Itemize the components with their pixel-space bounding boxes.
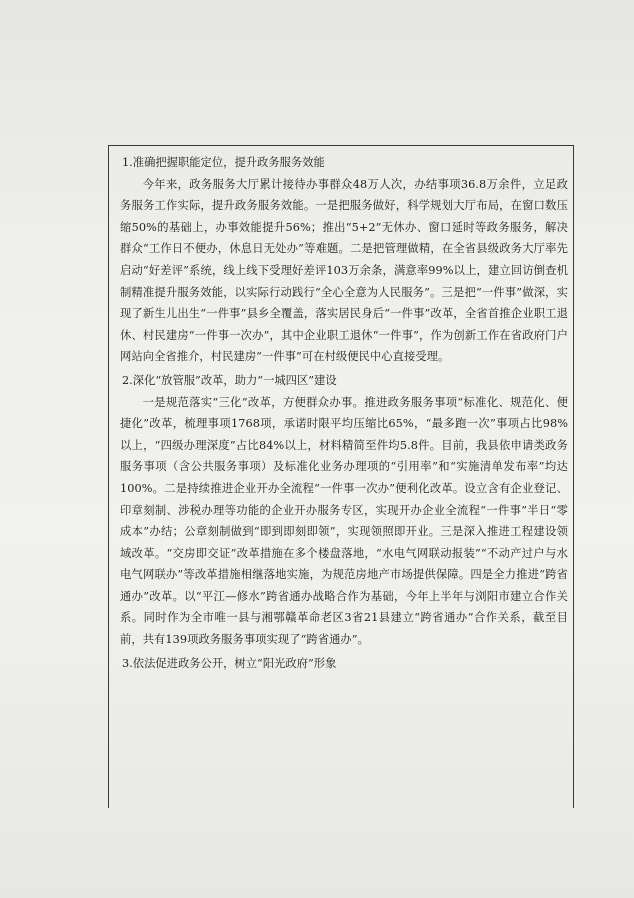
section-1-heading: 1.准确把握职能定位，提升政务服务效能	[122, 156, 325, 169]
section-1-paragraph: 今年来，政务服务大厅累计接待办事群众48万人次，办结事项36.8万余件，立足政务服务工作实际，提升政务服务效能。一是把服务做好，科学规划大厅布局，在窗口数压缩50%的基础上，办事效能提升56%；推出“5+2”无休办、窗口延时等政务服务，解决群众“工作日不便办，休息日无处办”等难题。二是把管理做精，在全省县级政务大厅率先启动“好差评”系统，线上线下受理好差评103万余条，满意率99%以上，建立回访倒查机制精准提升服务效能，以实际行动践行“全心全意为人民服务”。三是把“一件事”做深，实现了新生儿出生“一件事”县乡全覆盖，落实居民身后“一件事”改革，全省首推企业职工退休、村民建房“一件事一次办”，其中企业职工退休“一件事”，作为创新工作在省政府门户网站向全省推介，村民建房“一件事”可在村级便民中心直接受理。	[120, 177, 568, 364]
section-2-paragraph: 一是规范落实“三化”改革，方便群众办事。推进政务服务事项“标准化、规范化、便捷化”改革，梳理事项1768项，承诺时限平均压缩比65%，“最多跑一次”事项占比98%以上，“四级办理深度”占比84%以上，材料精简至件均5.8件。目前，我县依申请类政务服务事项（含公共服务事项）及标准化业务办理项的“引用率”和“实施清单发布率”均达100%。二是持续推进企业开办全流程“一件事一次办”便利化改革。设立含有企业登记、印章刻制、涉税办理等功能的企业开办服务专区，实现开办企业全流程“一件事”半日“零成本”办结；公章刻制做到“即到即刻即领”，实现领照即开业。三是深入推进工程建设领域改革。“交房即交证”改革措施在多个楼盘落地，“水电气网联动报装”“不动产过户与水电气网联办”等改革措施相继落地实施，为规范房地产市场提供保障。四是全力推进“跨省通办”改革。以“平江—修水”跨省通办战略合作为基础，今年上半年与浏阳市建立合作关系。同时作为全市唯一县与湘鄂赣革命老区3省21县建立“跨省通办”合作关系，截至目前，共有139项政务服务事项实现了“跨省通办”。	[120, 395, 568, 647]
section-2-heading: 2.深化“放管服”改革，助力“一城四区”建设	[122, 373, 337, 387]
section-3-heading: 3.依法促进政务公开，树立“阳光政府”形象	[122, 656, 337, 670]
document-body	[120, 152, 568, 674]
